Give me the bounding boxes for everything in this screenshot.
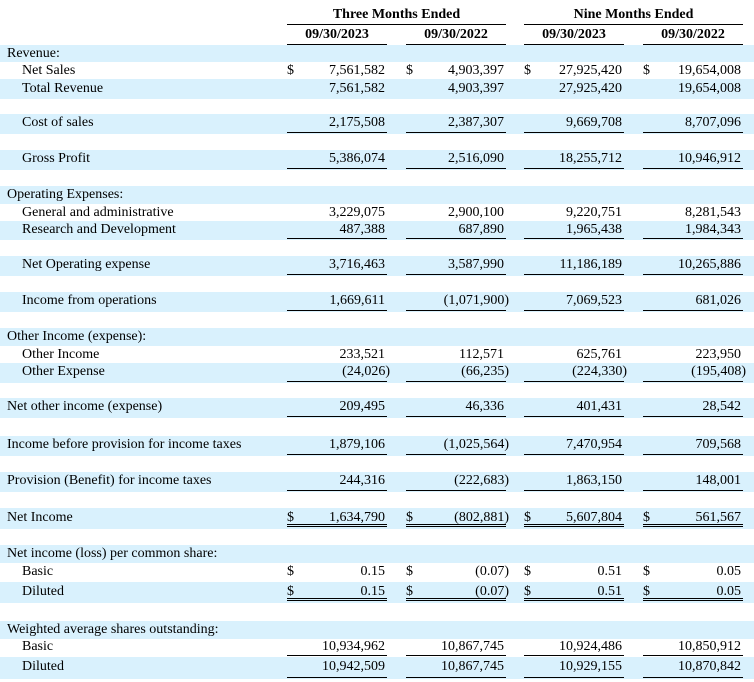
cell-value: 18,255,712 [559,151,622,166]
table-cell [406,62,506,79]
cell-value: 1,634,790 [329,510,385,525]
table-cell [643,582,743,603]
table-cell [643,204,743,221]
cell-value: 561,567 [695,510,741,525]
cell-value: 10,850,912 [678,639,741,654]
underline [524,655,624,656]
underline [643,454,743,455]
currency-sign: $ [287,63,294,78]
table-cell [287,114,387,134]
underline [287,274,387,275]
row-label-diluted: Diluted [22,659,64,674]
table-cell [643,256,743,276]
cell-value: 148,001 [695,473,741,488]
underline [524,238,624,239]
table-cell [287,436,387,456]
currency-sign: $ [406,584,413,599]
cell-value: (1,071,900) [443,293,509,308]
row-label-net-sales: Net Sales [22,63,76,78]
currency-sign: $ [643,510,650,525]
cell-value: 10,867,745 [441,639,504,654]
table-row [0,545,754,563]
table-cell [406,582,509,603]
cell-value: 46,336 [465,399,504,414]
cell-value: 223,950 [695,347,741,362]
double-underline [287,524,387,527]
table-row [0,221,754,240]
cell-value: 5,607,804 [566,510,622,525]
cell-value: 3,716,463 [329,257,385,272]
table-cell [524,363,627,383]
table-cell [406,436,509,456]
table-cell [406,79,506,99]
underline [643,655,743,656]
double-underline [406,524,506,527]
table-cell [524,150,624,170]
currency-sign: $ [643,564,650,579]
cell-value: (24,026) [342,364,390,379]
table-row [0,657,754,679]
row-label-net-income: Net Income [7,510,73,525]
column-group-header: Three Months Ended [287,7,506,25]
underline [524,677,624,678]
table-row [0,639,754,657]
row-label-weighted-average-shares-outstanding: Weighted average shares outstanding: [7,622,219,637]
cell-value: 28,542 [702,399,741,414]
table-row [0,563,754,581]
table-row [0,150,754,170]
table-cell [643,508,743,529]
table-cell [643,436,743,456]
table-row [0,346,754,363]
table-cell [287,582,387,603]
cell-value: 1,879,106 [329,437,385,452]
underline [643,168,743,169]
table-cell [524,582,624,603]
cell-value: 19,654,008 [678,63,741,78]
table-cell [643,292,743,312]
currency-sign: $ [287,584,294,599]
cell-value: 9,669,708 [566,115,622,130]
underline [643,310,743,311]
double-underline [643,598,743,601]
cell-value: 1,965,438 [566,222,622,237]
table-cell [406,398,506,418]
table-cell [287,639,387,657]
table-cell [287,472,387,492]
cell-value: (224,330) [572,364,627,379]
table-cell [287,79,387,99]
underline [406,381,506,382]
underline [287,238,387,239]
cell-value: 19,654,008 [678,81,741,96]
table-cell [406,508,509,529]
cell-value: 27,925,420 [559,63,622,78]
currency-sign: $ [524,584,531,599]
underline [406,274,506,275]
cell-value: 112,571 [459,347,504,362]
table-row [0,472,754,492]
row-label-other-income-expense: Other Income (expense): [7,329,147,344]
table-cell [524,62,624,79]
cell-value: 709,568 [695,437,741,452]
table-row [0,114,754,134]
cell-value: 681,026 [695,293,741,308]
underline [643,416,743,417]
table-cell [287,204,387,221]
underline [643,381,743,382]
table-row [0,436,754,456]
underline [524,274,624,275]
column-date-header: 09/30/2023 [287,26,387,45]
cell-value: 10,265,886 [678,257,741,272]
cell-value: 10,934,962 [322,639,385,654]
currency-sign: $ [524,63,531,78]
cell-value: 10,870,842 [678,659,741,674]
cell-value: 401,431 [576,399,622,414]
table-cell [524,204,624,221]
underline [287,381,387,382]
underline [524,310,624,311]
row-label-net-other-income-expense: Net other income (expense) [7,399,163,414]
table-row [0,508,754,529]
table-row [0,363,754,383]
table-cell [287,563,387,581]
table-cell [524,657,624,679]
currency-sign: $ [406,564,413,579]
underline [287,310,387,311]
cell-value: (0.07) [475,564,509,579]
cell-value: 10,867,745 [441,659,504,674]
underline [524,168,624,169]
cell-value: 209,495 [339,399,385,414]
table-cell [643,398,743,418]
cell-value: (195,408) [691,364,746,379]
cell-value: 10,924,486 [559,639,622,654]
table-cell [406,221,506,240]
cell-value: 3,587,990 [448,257,504,272]
table-cell [287,363,390,383]
table-cell [643,62,743,79]
currency-sign: $ [643,63,650,78]
underline [287,490,387,491]
table-cell [643,657,743,679]
cell-value: 2,900,100 [448,205,504,220]
underline [524,454,624,455]
cell-value: 4,903,397 [448,63,504,78]
cell-value: 0.15 [360,584,385,599]
underline [287,454,387,455]
table-cell [406,256,506,276]
cell-value: 4,903,397 [448,81,504,96]
table-cell [287,292,387,312]
table-cell [643,114,743,134]
cell-value: 0.05 [716,584,741,599]
underline [524,416,624,417]
cell-value: 487,388 [339,222,385,237]
cell-value: 7,069,523 [566,293,622,308]
table-cell [406,150,506,170]
currency-sign: $ [287,564,294,579]
underline [643,490,743,491]
cell-value: 2,175,508 [329,115,385,130]
currency-sign: $ [524,510,531,525]
row-label-gross-profit: Gross Profit [22,151,91,166]
table-cell [524,398,624,418]
table-cell [524,346,624,363]
underline [287,677,387,678]
double-underline [406,598,506,601]
underline [406,416,506,417]
table-cell [524,256,624,276]
cell-value: 10,946,912 [678,151,741,166]
table-cell [643,563,743,581]
table-cell [287,346,387,363]
table-cell [524,508,624,529]
table-cell [406,292,509,312]
table-row [0,186,754,204]
row-label-total-revenue: Total Revenue [22,81,104,96]
table-row [0,292,754,312]
table-cell [406,363,509,383]
row-label-general-and-administrative: General and administrative [22,205,174,220]
table-cell [406,563,509,581]
underline [287,416,387,417]
table-cell [287,150,387,170]
underline [406,310,506,311]
underline [287,132,387,133]
table-cell [287,657,387,679]
underline [643,132,743,133]
column-group-header: Nine Months Ended [524,7,743,25]
cell-value: 2,516,090 [448,151,504,166]
row-label-income-from-operations: Income from operations [22,293,157,308]
underline [643,274,743,275]
table-row [0,621,754,639]
table-cell [524,436,624,456]
column-date-header: 09/30/2022 [406,26,506,45]
double-underline [524,524,624,527]
table-cell [406,639,506,657]
cell-value: (222,683) [454,473,509,488]
column-date-header: 09/30/2022 [643,26,743,45]
cell-value: 244,316 [339,473,385,488]
row-label-provision-benefit-for-income-taxes: Provision (Benefit) for income taxes [7,473,212,488]
table-cell [643,363,746,383]
cell-value: 625,761 [576,347,622,362]
table-cell [406,657,506,679]
cell-value: 1,863,150 [566,473,622,488]
cell-value: 8,281,543 [685,205,741,220]
underline [406,238,506,239]
cell-value: 2,387,307 [448,115,504,130]
cell-value: 27,925,420 [559,81,622,96]
cell-value: 233,521 [339,347,385,362]
row-label-research-and-development: Research and Development [22,222,176,237]
table-cell [643,346,743,363]
table-cell [524,639,624,657]
table-cell [406,114,506,134]
table-cell [524,79,624,99]
underline [406,168,506,169]
underline [643,677,743,678]
cell-value: (802,881) [454,510,509,525]
currency-sign: $ [643,584,650,599]
table-cell [643,472,743,492]
table-cell [643,79,743,99]
cell-value: 5,386,074 [329,151,385,166]
table-cell [406,204,506,221]
cell-value: 0.15 [360,564,385,579]
underline [406,132,506,133]
row-label-cost-of-sales: Cost of sales [22,115,94,130]
underline [524,381,624,382]
currency-sign: $ [406,63,413,78]
table-cell [524,563,624,581]
table-row [0,62,754,79]
row-label-diluted: Diluted [22,584,64,599]
row-label-income-before-provision-for-income-taxes: Income before provision for income taxes [7,437,242,452]
table-cell [524,114,624,134]
cell-value: 10,929,155 [559,659,622,674]
underline [406,490,506,491]
table-cell [524,472,624,492]
row-label-revenue: Revenue: [7,46,60,61]
cell-value: 8,707,096 [685,115,741,130]
table-cell [643,150,743,170]
currency-sign: $ [524,564,531,579]
table-cell [406,346,506,363]
cell-value: (66,235) [461,364,509,379]
double-underline [643,524,743,527]
cell-value: 11,186,189 [559,257,622,272]
table-cell [287,221,387,240]
table-cell [524,221,624,240]
table-cell [287,508,387,529]
table-cell [287,256,387,276]
table-cell [643,221,743,240]
underline [643,238,743,239]
cell-value: 0.05 [716,564,741,579]
cell-value: 9,220,751 [566,205,622,220]
table-cell [643,639,743,657]
cell-value: 0.51 [597,584,622,599]
currency-sign: $ [287,510,294,525]
cell-value: 3,229,075 [329,205,385,220]
table-row [0,328,754,346]
cell-value: 10,942,509 [322,659,385,674]
underline [524,132,624,133]
cell-value: (0.07) [475,584,509,599]
table-cell [287,62,387,79]
table-row [0,79,754,99]
row-label-other-expense: Other Expense [22,364,105,379]
table-row [0,582,754,603]
underline [406,655,506,656]
cell-value: 7,470,954 [566,437,622,452]
cell-value: (1,025,564) [443,437,509,452]
underline [406,677,506,678]
underline [287,655,387,656]
row-label-basic: Basic [22,639,54,654]
cell-value: 7,561,582 [329,81,385,96]
row-label-operating-expenses: Operating Expenses: [7,187,124,202]
underline [406,454,506,455]
cell-value: 0.51 [597,564,622,579]
table-cell [524,292,624,312]
table-cell [287,398,387,418]
row-label-net-income-loss-per-common-share: Net income (loss) per common share: [7,546,218,561]
row-label-other-income: Other Income [22,347,100,362]
cell-value: 7,561,582 [329,63,385,78]
table-row [0,204,754,221]
underline [287,168,387,169]
column-date-header: 09/30/2023 [524,26,624,45]
row-label-basic: Basic [22,564,54,579]
underline [524,490,624,491]
cell-value: 1,984,343 [685,222,741,237]
double-underline [524,598,624,601]
cell-value: 1,669,611 [329,293,385,308]
table-row [0,398,754,418]
currency-sign: $ [406,510,413,525]
table-cell [406,472,509,492]
row-label-net-operating-expense: Net Operating expense [22,257,151,272]
table-row [0,256,754,276]
double-underline [287,598,387,601]
cell-value: 687,890 [458,222,504,237]
table-row [0,45,754,62]
